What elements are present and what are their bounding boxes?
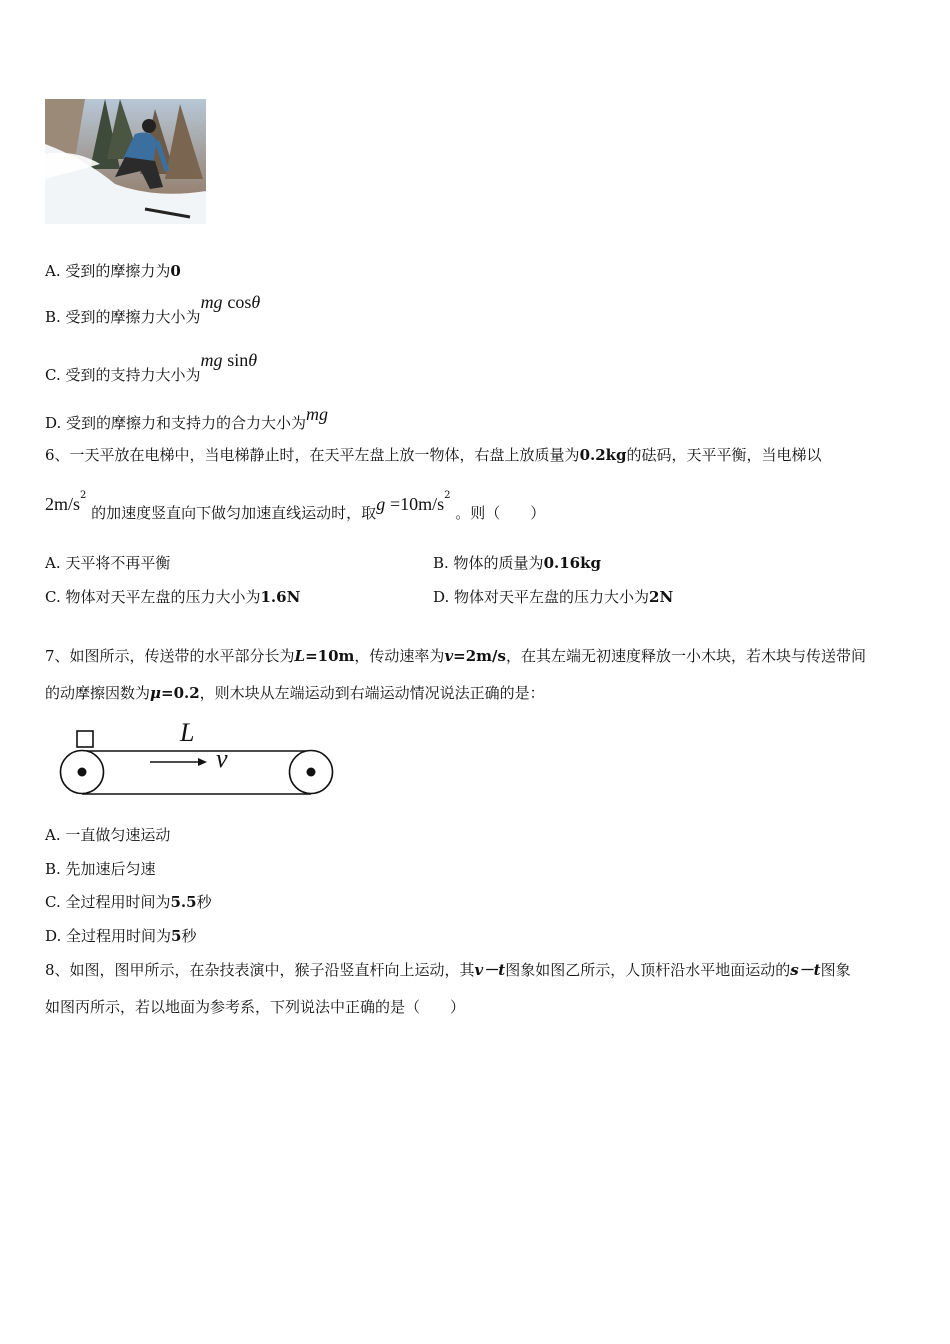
- option-text: C. 物体对天平左盘的压力大小为: [45, 588, 261, 606]
- q7-stem-line2: [45, 682, 545, 703]
- option-text: C. 全过程用时间为: [45, 893, 171, 911]
- q5-option-a: [45, 260, 181, 281]
- q6-option-b: [433, 552, 601, 573]
- L-symbol: L: [294, 647, 306, 665]
- option-value: 0.16kg: [543, 554, 601, 572]
- mass-value: 0.2kg: [579, 446, 627, 464]
- text: ，则木块从左端运动到右端运动情况说法正确的是：: [199, 684, 545, 702]
- g-value: =10m/s: [389, 494, 445, 514]
- q7-stem-line1: [45, 645, 866, 666]
- option-text: B. 物体的质量为: [433, 554, 544, 572]
- mu-value: =0.2: [161, 684, 200, 702]
- text: 的动摩擦因数为: [45, 684, 151, 702]
- block: [77, 731, 93, 747]
- option-value: 5.5: [170, 893, 197, 911]
- option-value: 0: [170, 262, 181, 280]
- option-unit: 秒: [196, 893, 212, 911]
- g-sup: 2: [444, 490, 451, 501]
- vt-label: v－t: [474, 961, 506, 979]
- q7-option-a: A. 一直做匀速运动: [45, 826, 171, 844]
- math-mg: mg: [200, 350, 223, 370]
- text: 的加速度竖直向下做匀加速直线运动时，取: [91, 504, 377, 522]
- option-text: D. 物体对天平左盘的压力大小为: [433, 588, 650, 606]
- accel-sup: 2: [80, 490, 87, 501]
- q8-stem-line1: [45, 959, 851, 980]
- math-theta: θ: [248, 350, 258, 370]
- math-mg: mg: [200, 292, 223, 312]
- accel-value: 2m/s: [45, 494, 81, 514]
- v-symbol: v: [444, 647, 454, 665]
- text: 的砝码，天平平衡，当电梯以: [626, 446, 822, 464]
- math-theta: θ: [251, 292, 261, 312]
- math-sin: sin: [227, 350, 249, 370]
- v-value: =2m/s: [453, 647, 506, 665]
- math-mg: mg: [306, 404, 329, 424]
- option-value: 5: [171, 927, 182, 945]
- q6-option-c: [45, 586, 300, 607]
- option-unit: 秒: [181, 927, 197, 945]
- q6-stem-line2: [45, 490, 546, 522]
- option-value: 1.6N: [260, 588, 301, 606]
- st-label: s－t: [790, 961, 821, 979]
- mu-symbol: μ: [150, 684, 161, 702]
- q6-stem-line1: [45, 444, 822, 465]
- conveyor-belt-diagram: [58, 720, 338, 800]
- skier-photo: [45, 99, 206, 224]
- q6-option-a: A. 天平将不再平衡: [45, 554, 171, 572]
- q6-option-d: [433, 586, 673, 607]
- L-value: =10m: [305, 647, 355, 665]
- option-text: D. 受到的摩擦力和支持力的合力大小为: [45, 414, 307, 432]
- q5-option-d: [45, 404, 329, 432]
- option-text: B. 受到的摩擦力大小为: [45, 308, 201, 326]
- g-symbol: g: [376, 494, 386, 514]
- q7-option-d: [45, 925, 196, 946]
- q8-stem-line2: 如图丙所示，若以地面为参考系，下列说法中正确的是（ ）: [45, 998, 466, 1016]
- text: 8、如图，图甲所示，在杂技表演中，猴子沿竖直杆向上运动，其: [45, 961, 475, 979]
- option-text: C. 受到的支持力大小为: [45, 366, 201, 384]
- q7-option-b: B. 先加速后匀速: [45, 860, 156, 878]
- option-value: 2N: [649, 588, 674, 606]
- q5-option-c: [45, 350, 258, 384]
- math-cos: cos: [227, 292, 252, 312]
- text: 。则（ ）: [455, 504, 546, 522]
- text: ，在其左端无初速度释放一小木块，若木块与传送带间: [505, 647, 866, 665]
- q5-option-b: [45, 292, 261, 326]
- text: 图象如图乙所示，人顶杆沿水平地面运动的: [505, 961, 791, 979]
- text: 6、一天平放在电梯中，当电梯静止时，在天平左盘上放一物体，右盘上放质量为: [45, 446, 580, 464]
- option-text: A. 受到的摩擦力为: [45, 262, 171, 280]
- option-text: D. 全过程用时间为: [45, 927, 172, 945]
- text: 7、如图所示，传送带的水平部分长为: [45, 647, 295, 665]
- q7-option-c: [45, 891, 212, 912]
- length-label: L: [180, 718, 195, 747]
- text: ，传动速率为: [354, 647, 445, 665]
- text: 图象: [820, 961, 851, 979]
- velocity-label: v: [216, 744, 228, 773]
